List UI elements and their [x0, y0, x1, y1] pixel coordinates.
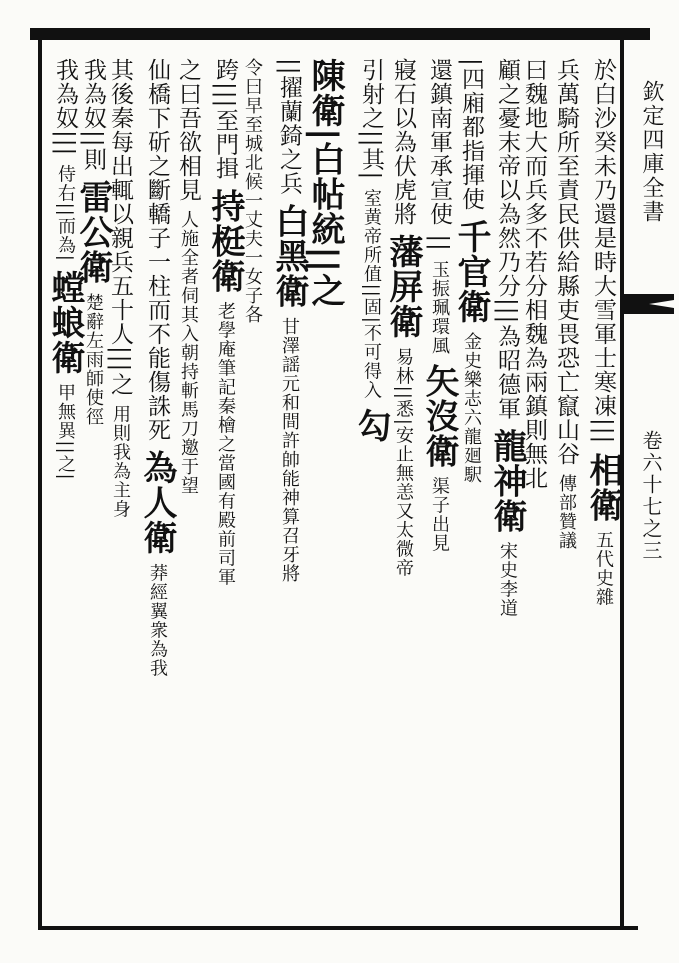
entry-note: 甲無異||之| — [55, 383, 76, 481]
entry-heading-chiting: 持梃衛 — [205, 188, 245, 294]
column-text: 其後秦每出輒以親兵五十人|||之 — [107, 58, 133, 397]
column-text: 我為奴||| — [52, 58, 78, 157]
entry-note: 易林||悉|安止無恙又太微帝 — [393, 347, 414, 578]
text-column-12 — [206, 58, 244, 587]
entry-note: 楚辭左雨師使徑 — [83, 293, 104, 427]
text-column-8 — [352, 58, 390, 443]
column-text: 兵萬騎所至責民供給縣吏畏恐亡竄山谷 — [553, 58, 579, 466]
entry-note: 人施全者伺其入朝持斬馬刀邀于望 — [178, 210, 199, 496]
entry-heading-shimo: 矢沒衛 — [419, 363, 459, 469]
entry-heading-fanping: 藩屏衛 — [383, 234, 423, 340]
column-text: 跨|||至門揖 — [212, 58, 238, 181]
entry-note: 侍右||而為| — [55, 164, 76, 262]
entry-note: 莽經翼衆為我 — [147, 563, 168, 678]
text-column-6 — [420, 58, 458, 553]
column-text: |四廂都指揮使 — [458, 58, 484, 211]
entry-heading-gou: 勾 — [351, 408, 391, 444]
column-text: 引射之||其| — [358, 58, 384, 181]
entry-note: 老學庵筆記秦檜之當國有殿前司軍 — [215, 301, 236, 587]
entry-note: 甘澤謡元和間許帥能神算召牙將 — [279, 317, 300, 584]
entry-note: 玉振珮環風 — [429, 260, 450, 356]
column-text: 顧之憂末帝以為然乃分|||為昭德軍 — [494, 58, 520, 421]
book-title: 欽定四庫全書 — [639, 80, 664, 224]
entry-heading-qianguan: 千官衛 — [451, 219, 491, 325]
entry-heading-xiang: 相衛 — [583, 452, 623, 523]
column-text: 曰魏地大而兵多不若分相魏為兩鎮則無北 — [521, 58, 547, 490]
entry-heading-baihei: 白黑衛 — [269, 203, 309, 309]
column-text: 寢石以為伏虎將 — [390, 58, 416, 226]
text-column-4 — [488, 58, 526, 618]
text-column-17 — [46, 58, 84, 481]
entry-heading-tanglang: 螳蜋衛 — [45, 270, 85, 376]
entry-note: 傳部贊議 — [556, 474, 577, 551]
entry-heading-chen: 陳衛|白帖統||之 — [305, 58, 345, 309]
column-text: 之曰吾欲相見 — [175, 58, 201, 202]
top-border — [30, 28, 650, 40]
column-text: 仙橋下斫之斷轎子一柱而不能傷誅死 — [144, 58, 170, 442]
column-text: 還鎮南軍承宣使 — [426, 58, 452, 226]
entry-note: 渠子出見 — [429, 476, 450, 553]
entry-heading-weiren: 為人衛 — [137, 450, 177, 556]
entry-note: 五代史雜 — [593, 530, 614, 607]
entry-note: 令曰早至城北候一丈夫一女子各 — [242, 58, 263, 324]
text-column-13 — [174, 58, 202, 495]
text-column-2 — [552, 58, 580, 550]
entry-note: 宋史李道 — [497, 541, 518, 618]
text-column-9 — [306, 58, 344, 308]
entry-note: 金史樂志六龍廻駅 — [461, 332, 482, 485]
text-column-10 — [270, 58, 308, 583]
entry-note: 室黄帝所值||固|不可得入 — [361, 188, 382, 400]
volume-label: 卷六十七之三 — [639, 430, 663, 562]
margin-header — [624, 40, 676, 930]
column-text: 於白沙癸未乃還是時大雪軍士寒凍||| — [590, 58, 616, 445]
column-text: ||擢蘭錡之兵 — [276, 58, 302, 196]
column-text: 我為奴||則 — [80, 58, 106, 172]
entry-heading-lei: 雷公衛 — [73, 179, 113, 285]
bottom-border — [38, 926, 638, 930]
text-column-14 — [138, 58, 176, 678]
entry-heading-longshen: 龍神衛 — [487, 428, 527, 534]
text-column-1 — [584, 58, 622, 607]
left-border — [38, 40, 42, 930]
column-text: || — [426, 234, 452, 252]
fish-tail-mark — [624, 292, 674, 316]
entry-note: 用則我為主身 — [110, 404, 131, 519]
